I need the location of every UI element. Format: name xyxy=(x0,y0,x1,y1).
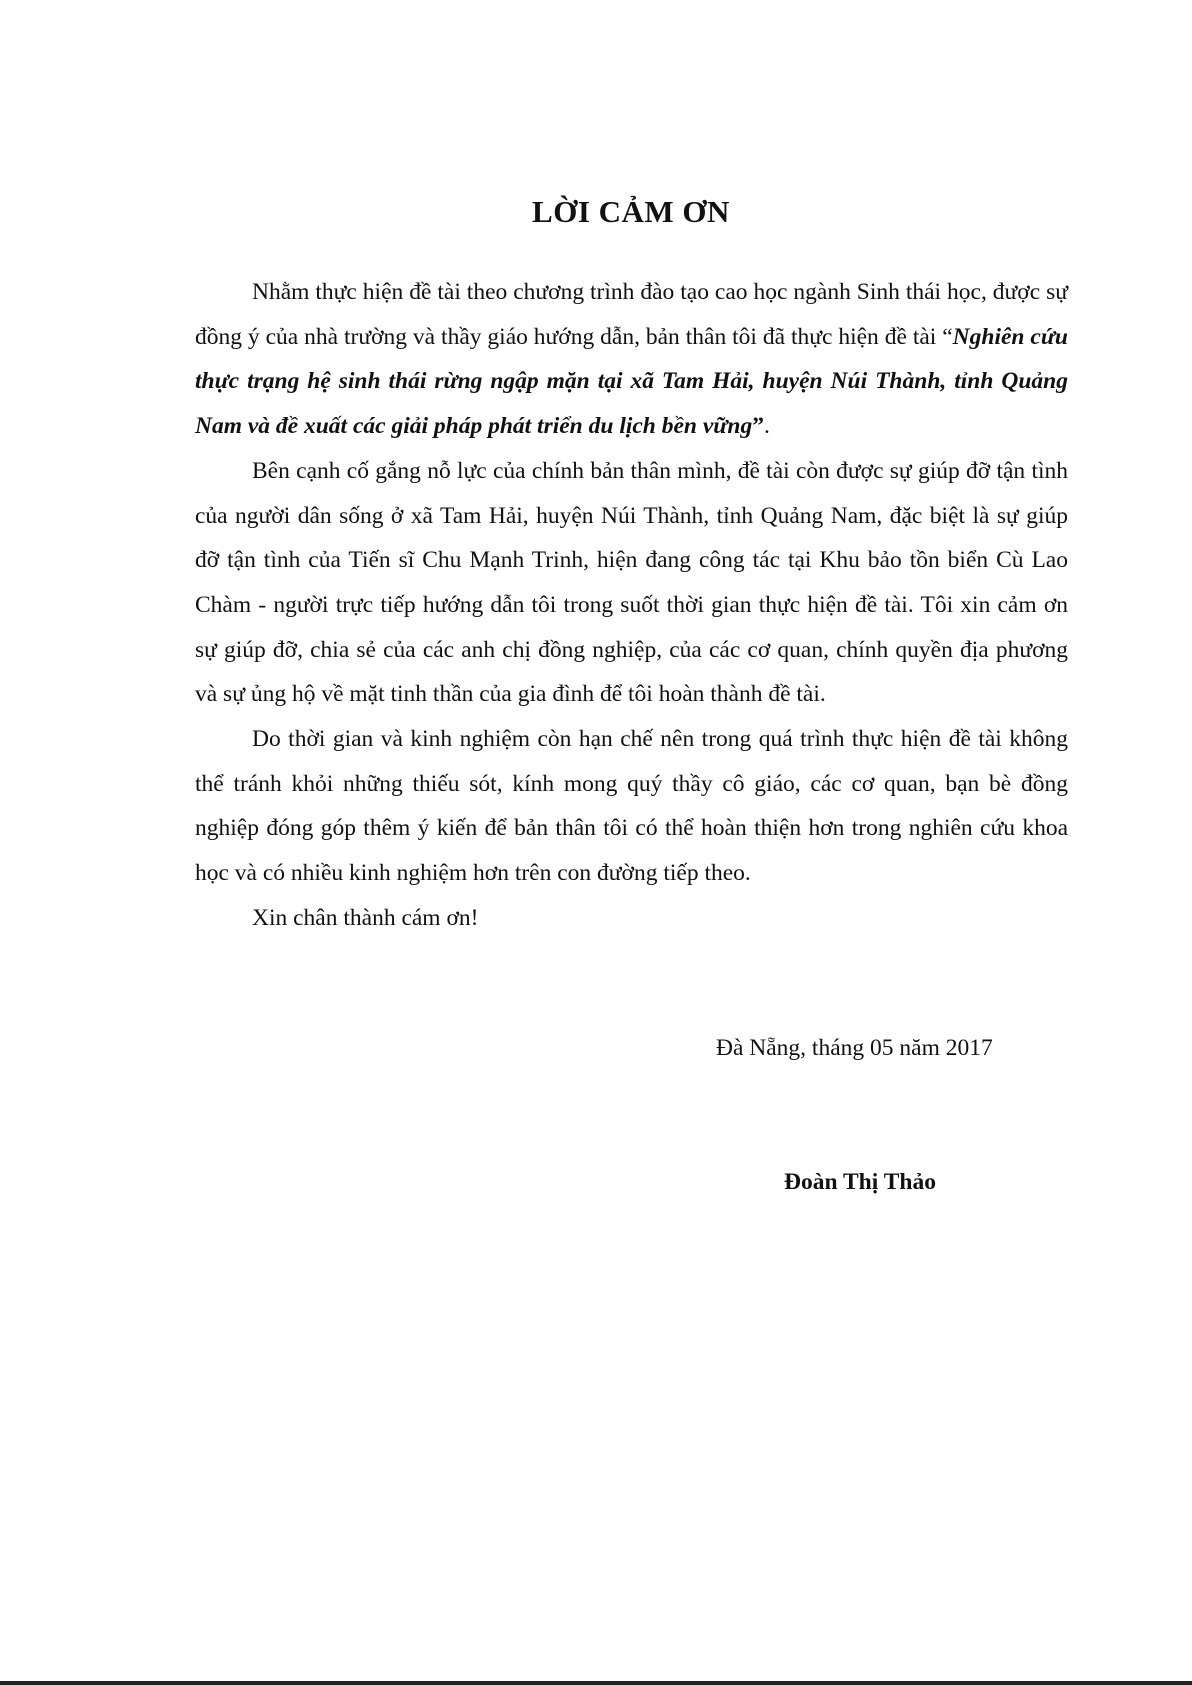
thesis-title-closing-quote: ” xyxy=(752,413,764,440)
paragraph-support: Bên cạnh cố gắng nỗ lực của chính bản thân mình, đề tài còn được sự giúp đỡ tận tình của người dân sống ở xã Tam Hải, huyện Núi Thành, tỉnh Quảng Nam, đặc biệt là sự giúp đỡ tận tình của Tiến sĩ Chu Mạnh Trinh, hiện đang công tác tại Khu bảo tồn biển Cù Lao Chàm - người trực tiếp hướng dẫn tôi trong suốt thời gian thực hiện đề tài. Tôi xin cảm ơn sự giúp đỡ, chia sẻ của các anh chị đồng nghiệp, của các cơ quan, chính quyền địa phương và sự ủng hộ về mặt tinh thần của gia đình để tôi hoàn thành đề tài. xyxy=(195,457,1068,708)
paragraph-intro xyxy=(195,270,1068,449)
author-signature: Đoàn Thị Thảo xyxy=(784,1169,936,1195)
paragraph-limitations: Do thời gian và kinh nghiệm còn hạn chế nên trong quá trình thực hiện đề tài không thể tránh khỏi những thiếu sót, kính mong quý thầy cô giáo, các cơ quan, bạn bè đồng nghiệp đóng góp thêm ý kiến để bản thân tôi có thể hoàn thiện hơn trong nghiên cứu khoa học và có nhiều kinh nghiệm hơn trên con đường tiếp theo. xyxy=(195,726,1068,887)
page-title: LỜI CẢM ƠN xyxy=(532,194,730,229)
thanks-line: Xin chân thành cám ơn! xyxy=(252,904,479,931)
date-line: Đà Nẵng, tháng 05 năm 2017 xyxy=(716,1035,993,1061)
thesis-title: Nghiên cứu thực trạng hệ sinh thái rừng ngập mặn tại xã Tam Hải, huyện Núi Thành, tỉnh Quảng Nam và đề xuất các giải pháp phát triển du lịch bền vững xyxy=(195,323,1068,440)
paragraph-intro-end: . xyxy=(763,413,770,440)
bottom-border xyxy=(0,1681,1192,1685)
document-body xyxy=(195,270,1068,941)
paragraph-intro-text: Nhằm thực hiện đề tài theo chương trình đào tạo cao học ngành Sinh thái học, được sự đồng ý của nhà trường và thầy giáo hướng dẫn, bản thân tôi đã thực hiện đề tài “ xyxy=(195,279,1068,350)
